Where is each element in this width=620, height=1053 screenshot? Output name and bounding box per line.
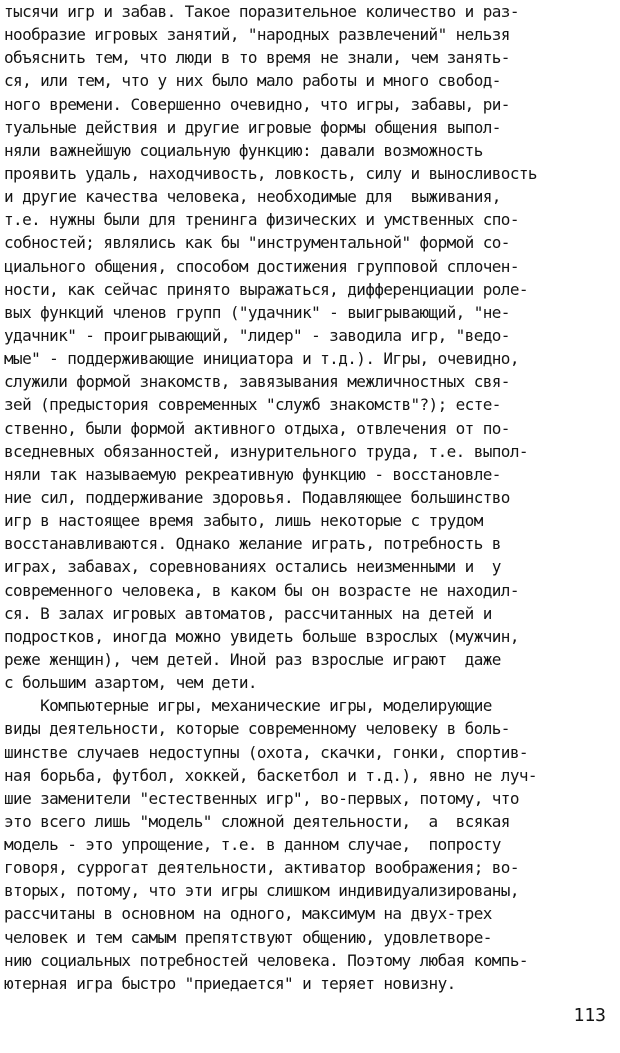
text-line: ности, как сейчас принято выражаться, дифференциации роле- — [4, 279, 528, 299]
text-line: туальные действия и другие игровые формы общения выпол- — [4, 117, 501, 137]
text-line: ся, или тем, что у них было мало работы и много свобод- — [4, 71, 501, 91]
text-line: ютерная игра быстро "приедается" и теряет новизну. — [4, 973, 456, 993]
text-line: реже женщин), чем детей. Иной раз взрослые играют даже — [4, 649, 501, 669]
text-line: зей (предыстория современных "служб знакомств"?); есте- — [4, 395, 501, 415]
text-line: служили формой знакомств, завязывания межличностных свя- — [4, 372, 510, 392]
text-line: шие заменители "естественных игр", во-первых, потому, что — [4, 788, 519, 808]
text-line: няли так называемую рекреативную функцию - восстановле- — [4, 464, 501, 484]
text-line: рассчитаны в основном на одного, максимум на двух-трех — [4, 904, 492, 924]
text-line: играх, забавах, соревнованиях остались неизменными и у — [4, 557, 501, 577]
text-line: ние сил, поддерживание здоровья. Подавляющее большинство — [4, 487, 510, 507]
body-text — [4, 0, 616, 995]
text-line: тысячи игр и забав. Такое поразительное количество и раз- — [4, 2, 519, 21]
text-line: и другие качества человека, необходимые для выживания, — [4, 187, 501, 207]
text-line: вседневных обязанностей, изнурительного труда, т.е. выпол- — [4, 441, 528, 461]
text-line: с большим азартом, чем дети. — [4, 673, 257, 693]
text-line: ная борьба, футбол, хоккей, баскетбол и т.д.), явно не луч- — [4, 765, 537, 785]
text-line: ся. В залах игровых автоматов, рассчитанных на детей и — [4, 603, 492, 623]
text-line: подростков, иногда можно увидеть больше взрослых (мужчин, — [4, 626, 519, 646]
page-number: 113 — [573, 1005, 606, 1026]
text-line: ного времени. Совершенно очевидно, что игры, забавы, ри- — [4, 94, 510, 114]
text-line: Компьютерные игры, механические игры, моделирующие — [4, 696, 492, 716]
text-line: современного человека, в каком бы он возрасте не находил- — [4, 580, 519, 600]
text-line: шинстве случаев недоступны (охота, скачки, гонки, спортив- — [4, 742, 528, 762]
text-line: проявить удаль, находчивость, ловкость, силу и выносливость — [4, 163, 537, 183]
text-line: нообразие игровых занятий, "народных развлечений" нельзя — [4, 25, 510, 45]
text-line: нию социальных потребностей человека. Поэтому любая компь- — [4, 950, 528, 970]
text-line: человек и тем самым препятствуют общению, удовлетворе- — [4, 927, 492, 947]
text-line: собностей; являлись как бы "инструментальной" формой со- — [4, 233, 510, 253]
text-line: говоря, суррогат деятельности, активатор воображения; во- — [4, 858, 519, 878]
text-line: т.е. нужны были для тренинга физических и умственных спо- — [4, 210, 519, 230]
text-line: ственно, были формой активного отдыха, отвлечения от по- — [4, 418, 510, 438]
text-line: вторых, потому, что эти игры слишком индивидуализированы, — [4, 881, 519, 901]
text-line: няли важнейшую социальную функцию: давали возможность — [4, 140, 483, 160]
text-line: восстанавливаются. Однако желание играть, потребность в — [4, 534, 501, 554]
text-line: циального общения, способом достижения групповой сплочен- — [4, 256, 519, 276]
text-line: удачник" - проигрывающий, "лидер" - заводила игр, "ведо- — [4, 325, 510, 345]
text-line: это всего лишь "модель" сложной деятельности, а всякая — [4, 811, 510, 831]
text-line: объяснить тем, что люди в то время не знали, чем занять- — [4, 48, 510, 68]
text-line: вых функций членов групп ("удачник" - выигрывающий, "не- — [4, 302, 510, 322]
text-line: игр в настоящее время забыто, лишь некоторые с трудом — [4, 511, 483, 531]
text-line: модель - это упрощение, т.е. в данном случае, попросту — [4, 835, 501, 855]
text-line: мые" - поддерживающие инициатора и т.д.). Игры, очевидно, — [4, 349, 519, 369]
text-line: виды деятельности, которые современному человеку в боль- — [4, 719, 510, 739]
